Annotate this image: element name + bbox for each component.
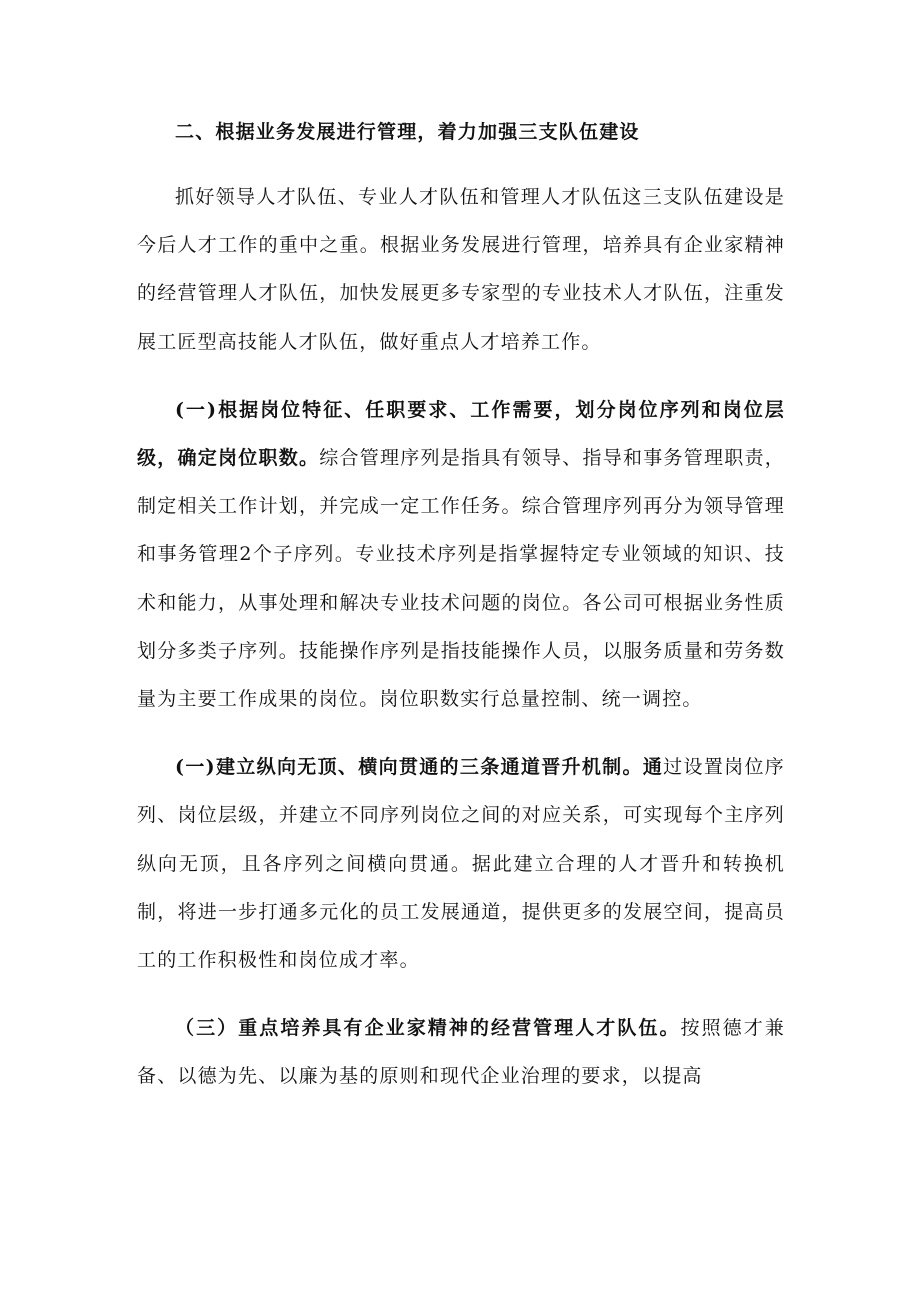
paragraph-body: 综合管理序列是指具有领导、指导和事务管理职责，制定相关工作计划，并完成一定工作任务。综合管理序列再分为领导管理和事务管理2个子序列。专业技术序列是指掌握特定专业领域的知识、技术和能力，从事处理和解决专业技术问题的岗位。各公司可根据业务性质划分多类子序列。技能操作序列是指技能操作人员，以服务质量和劳务数量为主要工作成果的岗位。岗位职数实行总量控制、统一调控。 [137, 447, 785, 711]
paragraph-body: 抓好领导人才队伍、专业人才队伍和管理人才队伍这三支队伍建设是今后人才工作的重中之重。根据业务发展进行管理，培养具有企业家精神的经营管理人才队伍，加快发展更多专家型的专业技术人才队伍，注重发展工匠型高技能人才队伍，做好重点人才培养工作。 [137, 186, 785, 353]
paragraph-management-talent [137, 1004, 785, 1100]
paragraph-intro [137, 173, 785, 366]
section-heading: 二、根据业务发展进行管理，着力加强三支队伍建设 [175, 121, 640, 143]
paragraph-position-sequence [137, 386, 785, 723]
spacer [137, 984, 785, 1004]
spacer [137, 723, 785, 743]
paragraph-lead: (一)根据岗位特征、任职要求、工作需要，划分岗位序列和岗位层级，确定岗位职数。 [137, 398, 785, 470]
spacer [137, 156, 785, 173]
paragraph-body: 过设置岗位序列、岗位层级，并建立不同序列岗位之间的对应关系，可实现每个主序列纵向无顶，且各序列之间横向贯通。据此建立合理的人才晋升和转换机制，将进一步打通多元化的员工发展通道，提供更多的发展空间，提高员工的工作积极性和岗位成才率。 [137, 756, 786, 972]
paragraph-promotion-channels [137, 743, 785, 984]
paragraph-lead: （三）重点培养具有企业家精神的经营管理人才队伍。 [175, 1017, 681, 1040]
paragraph-body: 按照德才兼备、以德为先、以廉为基的原则和现代企业治理的要求，以提高 [137, 1017, 785, 1088]
paragraph-lead: (一)建立纵向无顶、横向贯通的三条通道晋升机制。通 [175, 756, 664, 779]
spacer [137, 366, 785, 386]
